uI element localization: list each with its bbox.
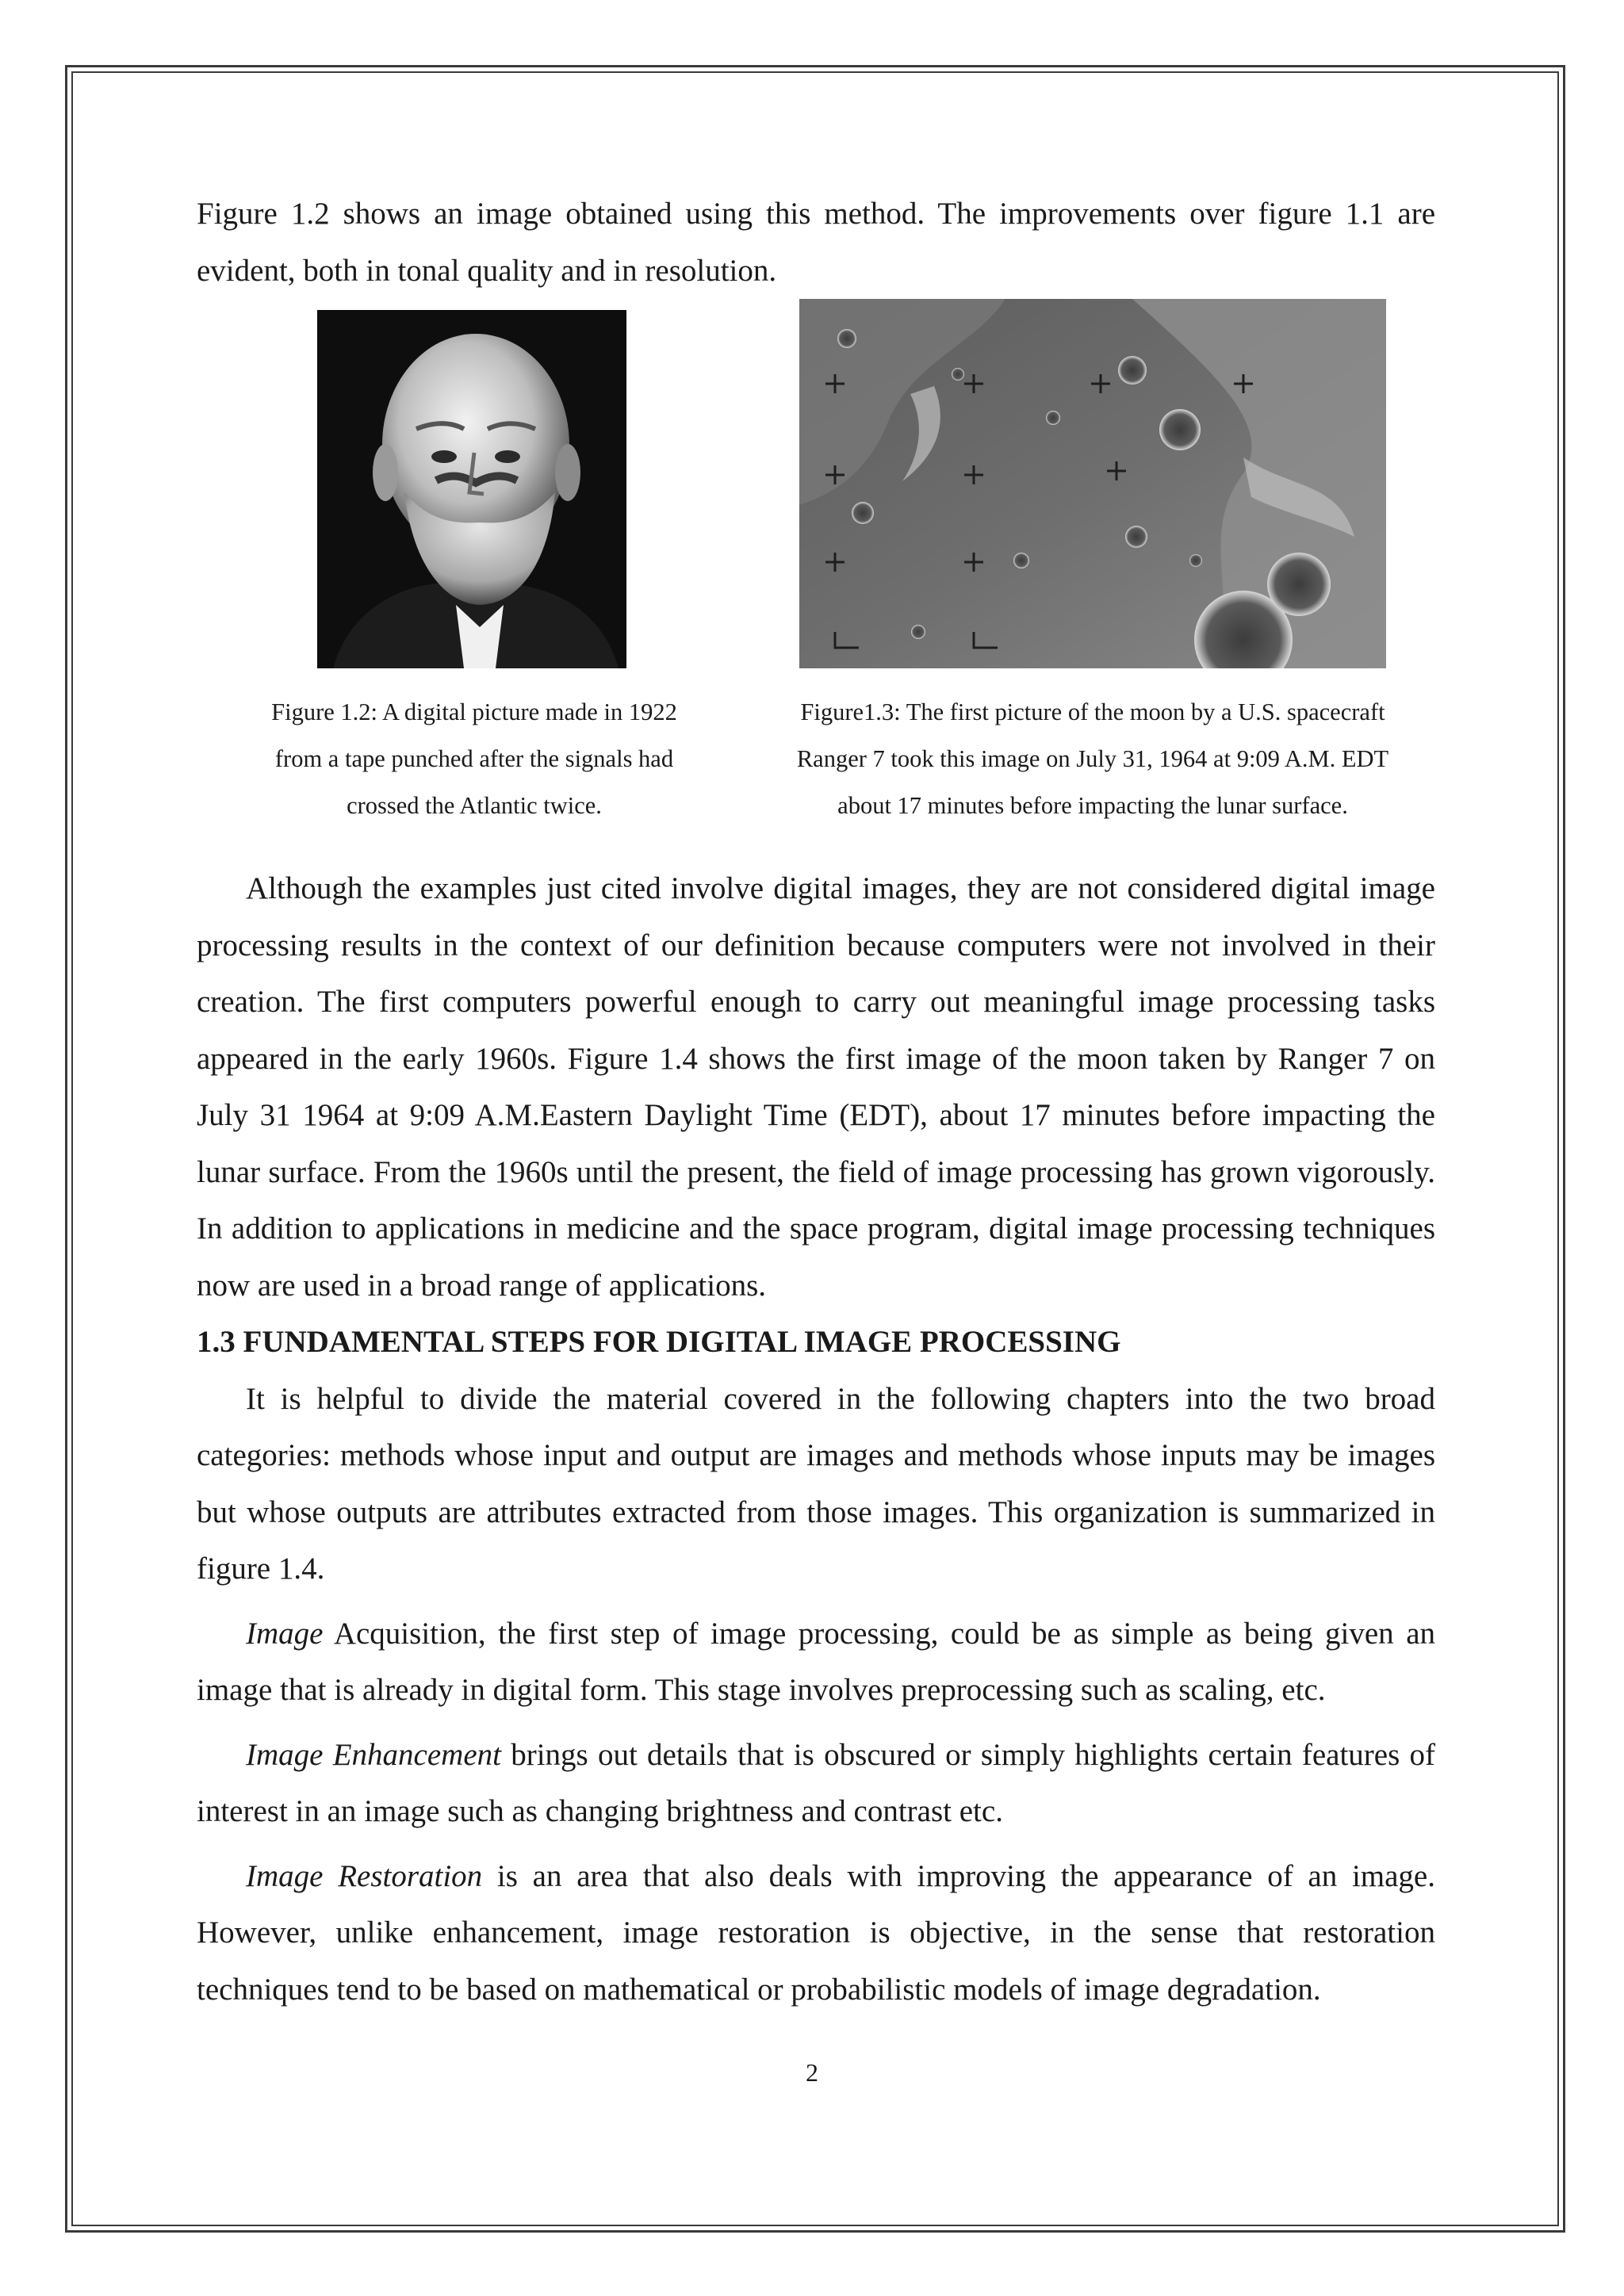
intro-line-2: evident, both in tonal quality and in resolution. <box>197 253 777 288</box>
history-paragraph: Although the examples just cited involve digital images, they are not considered digital image processing results in the context of our definition because computers were not involved in their creation. The first computers powerful enough to carry out meaningful image processing tasks appeared in the early 1960s. Figure 1.4 shows the first image of the moon taken by Ranger 7 on July 31 1964 at 9:09 A.M.Eastern Daylight Time (EDT), about 17 minutes before impacting the lunar surface. From the 1960s until the present, the field of image processing has grown vigorously. In addition to applications in medicine and the space program, digital image processing techniques now are used in a broad range of applications. <box>197 871 1435 1303</box>
restoration-term: Image Restoration <box>246 1858 483 1893</box>
caption-line: Ranger 7 took this image on July 31, 1964 at 9:09 A.M. EDT <box>796 745 1389 772</box>
caption-line: crossed the Atlantic twice. <box>347 792 602 819</box>
figure-1-2-portrait <box>317 310 626 668</box>
figures-row <box>197 310 1435 860</box>
acquisition-text: Acquisition, the first step of image processing, could be as simple as being given an image that is already in digital form. This stage involves preprocessing such as scaling, etc. <box>197 1616 1435 1707</box>
enhancement-text: brings out details that is obscured or simply highlights certain features of interest in an image such as changing brightness and contrast etc. <box>197 1737 1435 1828</box>
page-content <box>197 186 1435 2018</box>
figure-1-3-caption <box>728 689 1457 829</box>
restoration-text: is an area that also deals with improving the appearance of an image. However, unlike enhancement, image restoration is objective, in the sense that restoration techniques tend to be based on mathematical or probabilistic models of image degradation. <box>197 1858 1435 2007</box>
moon-image <box>799 299 1386 668</box>
caption-line: Figure1.3: The first picture of the moon by a U.S. spacecraft <box>800 698 1385 725</box>
categories-paragraph: It is helpful to divide the material covered in the following chapters into the two broad categories: methods whose input and output are images and methods whose inputs may be images but whose outputs are attributes extracted from those images. This organization is summarized in figure 1.4. <box>197 1381 1435 1586</box>
enhancement-term: Image Enhancement <box>246 1737 501 1772</box>
intro-paragraph <box>197 186 1435 299</box>
page-number: 2 <box>806 2058 818 2087</box>
section-heading: 1.3 FUNDAMENTAL STEPS FOR DIGITAL IMAGE PROCESSING <box>197 1325 1121 1359</box>
acquisition-paragraph <box>197 1605 1435 1719</box>
acquisition-term: Image <box>246 1616 324 1651</box>
caption-line: about 17 minutes before impacting the lunar surface. <box>837 792 1348 819</box>
intro-line-1: Figure 1.2 shows an image obtained using this method. The improvements over figure 1.1 are <box>197 197 1435 231</box>
restoration-paragraph <box>197 1848 1435 2019</box>
enhancement-paragraph <box>197 1727 1435 1840</box>
figure-1-3-moon <box>799 299 1386 668</box>
figure-1-2-caption <box>220 689 728 829</box>
portrait-image <box>317 310 626 668</box>
caption-line: Figure 1.2: A digital picture made in 1922 <box>271 698 677 725</box>
caption-line: from a tape punched after the signals had <box>274 745 674 772</box>
